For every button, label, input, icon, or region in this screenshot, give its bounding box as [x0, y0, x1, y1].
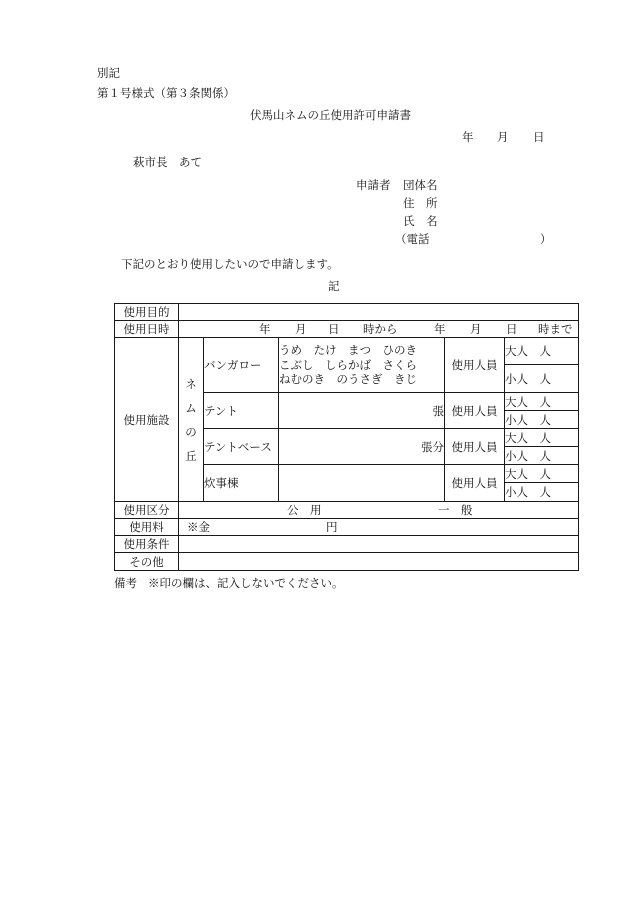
addressee: 萩市長 あて — [133, 155, 202, 169]
category-row — [115, 502, 579, 519]
persons-label: 使用人員 — [445, 393, 505, 429]
datetime-value-cell — [179, 321, 579, 338]
facility-name-tent-base: テントベース — [204, 429, 279, 465]
from-year-unit: 年 — [259, 322, 271, 336]
form-number: 第１号様式（第３条関係） — [97, 86, 235, 100]
date-day-unit: 日 — [533, 130, 545, 144]
application-details-table — [114, 303, 579, 571]
adults-count-label: 大人 人 — [505, 429, 579, 447]
remarks-label: 備考 — [114, 576, 137, 590]
facility-name-bungalow: バンガロー — [204, 338, 279, 393]
children-count-label: 小人 人 — [505, 483, 579, 502]
applicant-phone-close: ） — [540, 232, 552, 246]
area-cell — [179, 338, 204, 502]
fee-currency-unit: 円 — [326, 520, 338, 534]
applicant-label: 申請者 — [356, 178, 391, 192]
category-options — [179, 504, 578, 516]
to-day-unit: 日 — [506, 322, 518, 336]
document-title: 伏馬山ネムの丘使用許可申請書 — [250, 108, 411, 122]
children-count-label: 小人 人 — [505, 447, 579, 465]
category-public-option: 公 用 — [287, 503, 322, 517]
applicant-name-label: 氏 名 — [403, 214, 438, 228]
cabin-list-line: こぶし しらかば さくら — [279, 357, 417, 372]
applicant-address-label: 住 所 — [403, 196, 438, 210]
to-year-unit: 年 — [434, 322, 446, 336]
purpose-value-cell — [179, 304, 579, 321]
kitchen-detail-cell — [279, 465, 445, 502]
to-month-unit: 月 — [470, 322, 482, 336]
cabin-list-line: ねむのき のうさぎ きじ — [279, 372, 417, 387]
tent-base-unit: 張分 — [279, 429, 445, 465]
adults-count-label: 大人 人 — [505, 465, 579, 483]
datetime-row — [115, 321, 579, 338]
fee-fields — [179, 521, 578, 533]
other-row — [115, 553, 579, 571]
to-hour-unit: 時まで — [538, 322, 573, 336]
fee-value-cell — [179, 519, 579, 536]
tent-unit: 張 — [279, 393, 445, 429]
applicant-phone-label: （電話 — [395, 232, 430, 246]
category-label: 使用区分 — [115, 502, 179, 519]
cabin-list-line: うめ たけ まつ ひのき — [279, 343, 417, 358]
category-value-cell — [179, 502, 579, 519]
datetime-fields — [179, 323, 578, 335]
category-general-option: 一 般 — [438, 503, 473, 517]
facility-name-kitchen: 炊事棟 — [204, 465, 279, 502]
fee-label: 使用料 — [115, 519, 179, 536]
intro-text: 下記のとおり使用したいので申請します。 — [121, 257, 339, 271]
fee-row — [115, 519, 579, 536]
from-month-unit: 月 — [295, 322, 307, 336]
applicant-group-name-label: 団体名 — [403, 178, 438, 192]
ki-heading: 記 — [328, 279, 340, 293]
conditions-row — [115, 536, 579, 553]
other-value-cell — [179, 553, 579, 571]
date-month-unit: 月 — [497, 130, 509, 144]
persons-label: 使用人員 — [445, 429, 505, 465]
from-hour-unit: 時から — [363, 322, 398, 336]
purpose-label: 使用目的 — [115, 304, 179, 321]
fee-amount-prefix: ※金 — [187, 520, 210, 534]
date-year-unit: 年 — [462, 130, 474, 144]
facilities-label: 使用施設 — [115, 338, 179, 502]
purpose-row — [115, 304, 579, 321]
appendix-label: 別記 — [97, 66, 120, 80]
facility-name-tent: テント — [204, 393, 279, 429]
children-count-label: 小人 人 — [505, 411, 579, 429]
other-label: その他 — [115, 553, 179, 571]
children-count-label: 小人 人 — [505, 365, 579, 393]
facility-row-bungalow-adults — [115, 338, 579, 365]
bungalow-cabin-list — [279, 338, 445, 393]
area-label-vertical: ネムの丘 — [185, 376, 197, 463]
persons-label: 使用人員 — [445, 465, 505, 502]
from-day-unit: 日 — [328, 322, 340, 336]
adults-count-label: 大人 人 — [505, 338, 579, 365]
adults-count-label: 大人 人 — [505, 393, 579, 411]
remarks-text: ※印の欄は、記入しないでください。 — [148, 576, 344, 590]
conditions-value-cell — [179, 536, 579, 553]
datetime-label: 使用日時 — [115, 321, 179, 338]
conditions-label: 使用条件 — [115, 536, 179, 553]
persons-label: 使用人員 — [445, 338, 505, 393]
